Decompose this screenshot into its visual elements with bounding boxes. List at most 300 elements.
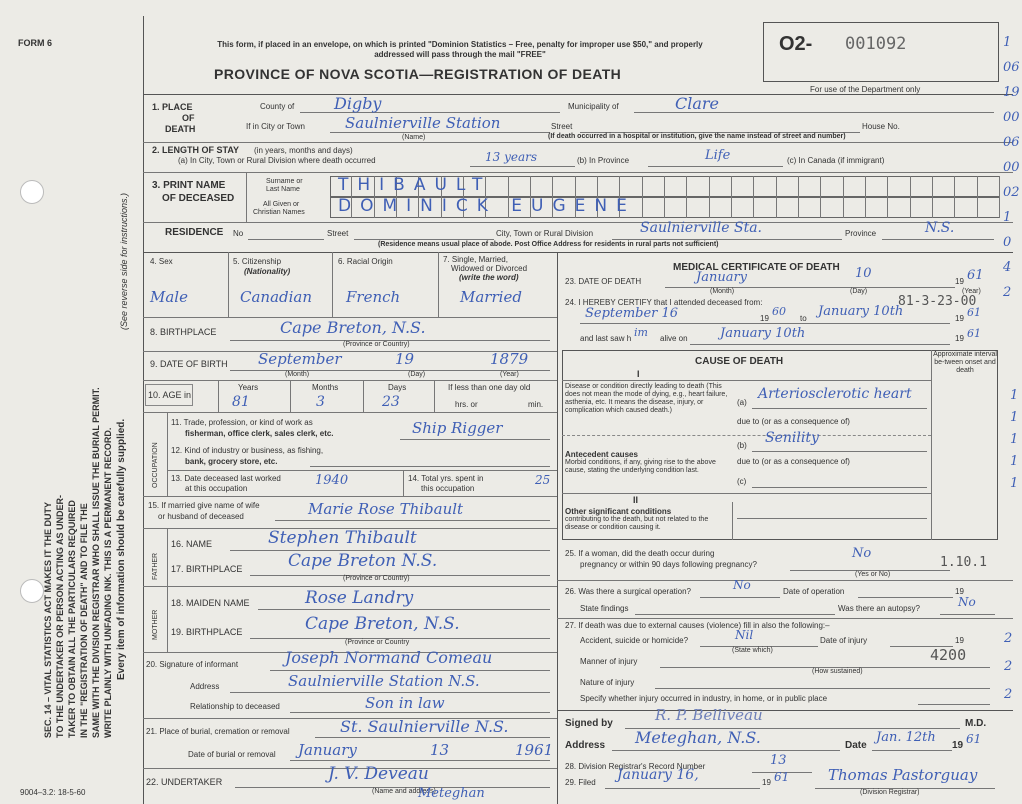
burial-place-value: St. Saulnierville N.S. xyxy=(340,717,509,736)
divider xyxy=(218,380,219,412)
dod-label: 23. DATE OF DEATH xyxy=(565,277,642,286)
divider xyxy=(290,380,291,412)
hospital-hint: (If death occurred in a hospital or institution, give the name instead of street and number) xyxy=(548,133,846,140)
stay-label: 2. LENGTH OF STAY xyxy=(152,145,240,155)
q28-value: 13 xyxy=(770,753,787,768)
letter-cell xyxy=(687,176,709,218)
margin-mid-code: 1 xyxy=(1010,388,1019,403)
age-days: 23 xyxy=(382,394,400,410)
registration-prefix: O2- xyxy=(779,33,813,55)
total-label-2: this occupation xyxy=(421,484,475,493)
divider xyxy=(732,502,733,540)
stay-b-label: (b) In Province xyxy=(577,156,630,165)
divider xyxy=(143,496,557,497)
department-use-note: For use of the Department only xyxy=(810,85,921,94)
margin-code: 1 xyxy=(1003,35,1012,50)
months-label: Months xyxy=(312,383,339,392)
margin-code: 0 xyxy=(1003,235,1012,250)
form-number: FORM 6 xyxy=(18,38,53,48)
divider xyxy=(246,172,247,222)
nature-line xyxy=(655,688,990,689)
given-value: DOMINICK EUGENE xyxy=(338,196,636,216)
divider xyxy=(143,172,1013,173)
sex-label: 4. Sex xyxy=(150,257,173,266)
undertaker-value: J. V. Deveau xyxy=(328,764,429,784)
surname-label-1: Surname or xyxy=(266,178,303,185)
stay-c-label: (c) In Canada (if immigrant) xyxy=(787,156,885,165)
trade-value: Ship Rigger xyxy=(412,419,503,437)
last-saw-date: January 10th xyxy=(720,326,806,341)
citizenship-label: 5. Citizenship xyxy=(233,257,282,266)
state-which-hint: (State which) xyxy=(732,647,773,654)
total-value: 25 xyxy=(535,473,551,487)
act-text-line-3: TAKER TO OBTAIN ALL THE PARTICULARS REQUIRED xyxy=(67,500,77,738)
marital-label-1: 7. Single, Married, xyxy=(443,255,508,264)
divider xyxy=(557,580,1013,581)
margin-code: 06 xyxy=(1003,60,1020,75)
letter-cell xyxy=(866,176,888,218)
divider xyxy=(434,380,435,412)
county-label: County of xyxy=(260,102,295,111)
dob-year: 1879 xyxy=(490,350,529,368)
last-worked-value: 1940 xyxy=(315,473,349,488)
letter-cell xyxy=(955,176,977,218)
burial-date-month: January xyxy=(298,741,357,759)
dod-line xyxy=(665,287,955,288)
mother-birthplace-value: Cape Breton, N.S. xyxy=(305,614,460,634)
name-hint: (Name) xyxy=(402,134,426,141)
margin-mid-code: 1 xyxy=(1010,410,1019,425)
dod-day: 10 xyxy=(855,266,872,281)
divider xyxy=(143,252,1013,253)
registrar-value: Thomas Pastorguay xyxy=(828,766,978,784)
certify-from-year: 60 xyxy=(772,305,786,318)
years-label: Years xyxy=(238,383,259,392)
column-divider xyxy=(557,252,558,804)
divider xyxy=(143,380,557,381)
father-birthplace-value: Cape Breton N.S. xyxy=(288,551,438,571)
father-birthplace-label: 17. BIRTHPLACE xyxy=(171,564,243,574)
divider xyxy=(557,710,1013,711)
divider xyxy=(167,528,168,586)
divider xyxy=(332,252,333,317)
cause-b-line xyxy=(752,451,927,452)
autopsy-label: Was there an autopsy? xyxy=(838,604,920,613)
letter-cell xyxy=(821,176,843,218)
cause-c-prefix: (c) xyxy=(737,477,747,486)
address-value: Meteghan, N.S. xyxy=(635,728,761,747)
interval-header: Approximate interval be-tween onset and death xyxy=(933,351,997,374)
margin-low-code: 2 xyxy=(1004,659,1013,674)
age-years: 81 xyxy=(232,394,250,410)
total-label-1: 14. Total yrs. spent in xyxy=(408,474,484,483)
undertaker-label: 22. UNDERTAKER xyxy=(146,777,223,787)
divider xyxy=(167,586,168,652)
residence-street-label: Street xyxy=(327,229,349,238)
last-saw-mid: im xyxy=(634,326,648,339)
other-label: Other significant conditions xyxy=(565,507,672,516)
county-value: Digby xyxy=(334,94,382,113)
letter-cell xyxy=(911,176,933,218)
trade-label-2: fisherman, office clerk, sales clerk, etc. xyxy=(185,429,334,438)
dod-month: January xyxy=(696,270,748,285)
margin-mid-code: 1 xyxy=(1010,476,1019,491)
trade-line xyxy=(400,439,550,440)
q25-label-1: 25. If a woman, did the death occur during xyxy=(565,549,715,558)
dob-year-hint: (Year) xyxy=(500,371,519,378)
margin-code: 1 xyxy=(1003,210,1012,225)
cause-header: CAUSE OF DEATH xyxy=(695,356,784,367)
age-label: 10. AGE in xyxy=(148,390,192,400)
letter-cell xyxy=(754,176,776,218)
pencil-age-code: 81-3-23-00 xyxy=(898,294,977,309)
stay-b-line xyxy=(648,166,783,167)
mailing-notice: This form, if placed in an envelope, on which is printed "Dominion Statistics – Free, penalty for improper use $50," and properly addressed will pass through the mail "FREE" xyxy=(217,40,703,59)
interval-divider xyxy=(931,350,932,540)
accident-label: Accident, suicide or homicide? xyxy=(580,636,689,645)
residence-province-line xyxy=(882,239,994,240)
burial-date-label: Date of burial or removal xyxy=(188,750,276,759)
informant-address-label: Address xyxy=(190,682,220,691)
divider xyxy=(143,222,1013,223)
stay-hint: (in years, months and days) xyxy=(254,146,353,155)
q26-line xyxy=(700,597,780,598)
autopsy-value: No xyxy=(958,595,976,609)
divider xyxy=(228,252,229,317)
specify-line xyxy=(918,704,990,705)
city-line xyxy=(330,132,550,133)
nature-label: Nature of injury xyxy=(580,678,635,687)
medical-header: MEDICAL CERTIFICATE OF DEATH xyxy=(673,262,840,273)
date-label: Date xyxy=(845,740,867,751)
spouse-line xyxy=(275,520,550,521)
surname-label-2: Last Name xyxy=(266,186,300,193)
dob-label: 9. DATE OF BIRTH xyxy=(150,359,228,369)
act-text-line-1: SEC. 14 – VITAL STATISTICS ACT MAKES IT THE DUTY xyxy=(43,501,53,738)
letter-cell xyxy=(777,176,799,218)
cause-b-prefix: (b) xyxy=(737,441,747,450)
place-label-3: DEATH xyxy=(165,124,196,134)
antecedent-label: Antecedent causes xyxy=(565,450,638,459)
marital-value: Married xyxy=(460,288,522,306)
divider xyxy=(167,470,557,471)
alive-label: alive on xyxy=(660,334,688,343)
act-text-line-6: WRITE PLAINLY WITH UNFADING INK. THIS IS A PERMANENT RECORD. xyxy=(103,427,113,738)
racial-value: French xyxy=(346,288,401,306)
punch-hole-bottom xyxy=(20,579,44,603)
margin-mid-codes xyxy=(1010,385,1022,495)
father-name-value: Stephen Thibault xyxy=(268,528,417,548)
autopsy-line xyxy=(940,614,995,615)
registration-number: 001092 xyxy=(845,34,907,54)
industry-label-2: bank, grocery store, etc. xyxy=(185,457,278,466)
last-saw-label: and last saw h xyxy=(580,334,632,343)
findings-label: State findings xyxy=(580,604,629,613)
how-hint: (How sustained) xyxy=(812,668,863,675)
days-label: Days xyxy=(388,383,407,392)
residence-city-line xyxy=(612,239,842,240)
op-date-line xyxy=(858,597,953,598)
relationship-value: Son in law xyxy=(365,694,445,712)
citizenship-hint: (Nationality) xyxy=(244,267,291,276)
md-label: M.D. xyxy=(965,718,987,729)
q26-value: No xyxy=(733,578,751,592)
certify-from-prefix: 19 xyxy=(760,314,769,323)
last-saw-prefix: 19 xyxy=(955,334,964,343)
letter-cell xyxy=(665,176,687,218)
residence-province-value: N.S. xyxy=(925,220,955,236)
spouse-value: Marie Rose Thibault xyxy=(308,500,464,518)
spouse-label-1: 15. If married give name of wife xyxy=(148,501,260,510)
relationship-line xyxy=(290,712,550,713)
father-side-label: FATHER xyxy=(152,552,159,580)
q27-label: 27. If death was due to external causes (violence) fill in also the following:– xyxy=(565,621,830,630)
divider xyxy=(143,142,1013,143)
place-label-1: 1. PLACE xyxy=(152,102,193,112)
residence-no-line xyxy=(248,239,324,240)
certify-from: September 16 xyxy=(585,306,679,321)
margin-mid-code: 1 xyxy=(1010,432,1019,447)
given-label-1: All Given or xyxy=(263,201,300,208)
certify-line xyxy=(580,323,950,324)
certify-to-year: 61 xyxy=(967,306,981,319)
signed-by-label: Signed by xyxy=(565,718,613,729)
q29-line xyxy=(605,788,760,789)
mother-side-label: MOTHER xyxy=(152,609,159,640)
q25-label-2: pregnancy or within 90 days following pregnancy? xyxy=(580,560,757,569)
last-worked-label-1: 13. Date deceased last worked xyxy=(171,474,281,483)
last-worked-label-2: at this occupation xyxy=(185,484,248,493)
municipality-label: Municipality of xyxy=(568,102,619,111)
date-year: 61 xyxy=(966,732,982,746)
divider xyxy=(167,412,168,496)
act-text-line-4: IN THE "REGISTRATION OF DEATH" AND TO FILE THE xyxy=(79,503,89,738)
injury-date-prefix: 19 xyxy=(955,636,964,645)
reverse-note: (See reverse side for instructions.) xyxy=(119,192,129,330)
margin-code: 19 xyxy=(1003,85,1020,100)
margin-code: 00 xyxy=(1003,110,1020,125)
act-text-line-2: TO THE UNDERTAKER OR PERSON ACTING AS UNDER- xyxy=(55,494,65,738)
marital-label-2: Widowed or Divorced xyxy=(451,264,528,273)
dod-year: 61 xyxy=(967,268,984,283)
dob-month-hint: (Month) xyxy=(285,371,310,378)
stay-a-line xyxy=(470,166,575,167)
dob-month: September xyxy=(258,350,342,368)
last-saw-line xyxy=(690,344,950,345)
op-date-prefix: 19 xyxy=(955,587,964,596)
margin-codes xyxy=(1003,30,1021,305)
mother-birthplace-hint: (Province or Country xyxy=(345,639,410,646)
age-months: 3 xyxy=(316,394,325,410)
date-value: Jan. 12th xyxy=(876,730,936,745)
divider xyxy=(562,380,931,381)
roman-one: I xyxy=(637,369,640,379)
disease-label: Disease or condition directly leading to death (This does not mean the mode of dying, e.g., heart failure, asthenia, etc. It means the disease, injury, or complication which caused death.) xyxy=(565,383,728,414)
undertaker-hint: (Name and address) xyxy=(372,788,436,795)
stay-b-value: Life xyxy=(705,148,731,163)
mother-maiden-value: Rose Landry xyxy=(305,588,414,608)
date-year-prefix: 19 xyxy=(952,740,964,751)
antecedent-hint: Morbid conditions, if any, giving rise to the above cause, stating the underlying condition last. xyxy=(565,459,716,474)
informant-address-line xyxy=(230,692,550,693)
stay-a-label: (a) In City, Town or Rural Division where death occurred xyxy=(178,156,376,165)
mother-maiden-line xyxy=(258,609,550,610)
divider xyxy=(562,493,931,494)
spouse-label-2: or husband of deceased xyxy=(158,512,244,521)
op-date-label: Date of operation xyxy=(783,587,845,596)
municipality-value: Clare xyxy=(675,94,720,113)
divider xyxy=(403,470,404,496)
divider xyxy=(143,586,557,587)
city-label: If in City or Town xyxy=(246,122,305,131)
roman-two: II xyxy=(633,495,639,505)
residence-province-label: Province xyxy=(845,229,877,238)
racial-label: 6. Racial Origin xyxy=(338,257,393,266)
divider xyxy=(557,618,1013,619)
letter-cell xyxy=(799,176,821,218)
letter-cell xyxy=(978,176,1000,218)
dod-month-hint: (Month) xyxy=(710,288,735,295)
informant-label: 20. Signature of informant xyxy=(146,660,239,669)
margin-mid-code: 1 xyxy=(1010,454,1019,469)
pencil-injury-code: 4200 xyxy=(930,646,967,664)
dob-day-hint: (Day) xyxy=(408,371,426,378)
residence-city-label: City, Town or Rural Division xyxy=(496,229,594,238)
specify-label: Specify whether injury occurred in industry, in home, or in public place xyxy=(580,694,828,703)
letter-cell xyxy=(933,176,955,218)
cause-a-value: Arteriosclerotic heart xyxy=(758,386,912,402)
divider xyxy=(363,380,364,412)
burial-place-line xyxy=(315,737,550,738)
margin-low-code: 2 xyxy=(1004,631,1013,646)
punch-hole-top xyxy=(20,180,44,204)
manner-label: Manner of injury xyxy=(580,657,638,666)
form-title: PROVINCE OF NOVA SCOTIA—REGISTRATION OF DEATH xyxy=(214,66,622,82)
industry-line xyxy=(310,466,550,467)
father-birthplace-hint: (Province or Country) xyxy=(343,575,410,582)
relationship-label: Relationship to deceased xyxy=(190,702,280,711)
place-label-2: OF xyxy=(182,113,195,123)
occupation-side-label: OCCUPATION xyxy=(152,442,159,488)
due-to-b: due to (or as a consequence of) xyxy=(737,457,850,466)
dob-day: 19 xyxy=(395,350,415,368)
footer-code: 9004–3.2: 18-5-60 xyxy=(20,788,86,797)
certify-label: 24. I HEREBY CERTIFY that I attended deceased from: xyxy=(565,298,763,307)
father-name-label: 16. NAME xyxy=(171,539,213,549)
findings-line xyxy=(635,614,835,615)
divider xyxy=(562,435,931,436)
accident-value: Nil xyxy=(735,628,754,642)
address-label: Address xyxy=(565,740,606,751)
registrar-hint: (Division Registrar) xyxy=(860,789,920,796)
q25-value: No xyxy=(852,546,872,561)
yes-no-hint: (Yes or No) xyxy=(855,571,891,578)
house-label: House No. xyxy=(862,122,900,131)
letter-cell xyxy=(732,176,754,218)
marital-label-3: (write the word) xyxy=(459,273,519,282)
informant-line xyxy=(270,670,550,671)
given-label-2: Christian Names xyxy=(253,209,305,216)
burial-date-line xyxy=(290,760,550,761)
q29-value: January 16, xyxy=(617,767,699,783)
residence-street-line xyxy=(354,239,494,240)
margin-code: 2 xyxy=(1003,285,1012,300)
dod-year-prefix: 19 xyxy=(955,277,964,286)
surname-value: THIBAULT xyxy=(338,175,492,195)
signed-by-value: R. P. Belliveau xyxy=(655,706,763,724)
burial-date-day: 13 xyxy=(430,741,450,759)
certify-to-prefix: 19 xyxy=(955,314,964,323)
birthplace-hint: (Province or Country) xyxy=(343,341,410,348)
cause-c-line xyxy=(752,487,927,488)
other-hint: contributing to the death, but not related to the disease or condition causing it. xyxy=(565,516,709,531)
burial-date-year: 1961 xyxy=(515,741,554,759)
margin-low-codes xyxy=(1004,625,1018,709)
margin-low-code: 2 xyxy=(1004,687,1013,702)
q29-year: 61 xyxy=(774,770,790,784)
residence-city-value: Saulnierville Sta. xyxy=(640,220,762,236)
last-saw-year: 61 xyxy=(967,327,981,340)
min-label: min. xyxy=(528,400,544,409)
stay-a-value: 13 years xyxy=(485,150,538,164)
q29-label: 29. Filed xyxy=(565,778,596,787)
hrs-label: hrs. or xyxy=(455,400,478,409)
due-to-a: due to (or as a consequence of) xyxy=(737,417,850,426)
undertaker-town: Meteghan xyxy=(418,786,485,801)
burial-place-label: 21. Place of burial, cremation or removal xyxy=(146,727,290,736)
certify-to-label: to xyxy=(800,314,807,323)
act-text-line-5: SAME WITH THE DIVISION REGISTRAR WHO SHALL ISSUE THE BURIAL PERMIT. xyxy=(91,387,101,738)
informant-value: Joseph Normand Comeau xyxy=(285,648,493,667)
letter-cell xyxy=(844,176,866,218)
supply-note: Every item of information should be carefully supplied. xyxy=(116,418,127,680)
birthplace-value: Cape Breton, N.S. xyxy=(280,318,426,337)
divider xyxy=(143,412,557,413)
q28-label: 28. Division Registrar's Record Number xyxy=(565,762,706,771)
letter-cell xyxy=(888,176,910,218)
date-line xyxy=(872,750,952,751)
industry-label-1: 12. Kind of industry or business, as fishing, xyxy=(171,446,324,455)
citizenship-value: Canadian xyxy=(240,288,313,306)
cause-b-value: Senility xyxy=(765,430,819,446)
residence-no-label: No xyxy=(233,229,244,238)
cause-a-line xyxy=(752,408,927,409)
margin-code: 02 xyxy=(1003,185,1020,200)
city-value: Saulnierville Station xyxy=(345,114,501,132)
certify-to: January 10th xyxy=(818,304,904,319)
residence-label: RESIDENCE xyxy=(165,227,224,238)
dod-year-hint: (Year) xyxy=(962,288,981,295)
less-day-label: If less than one day old xyxy=(448,383,531,392)
injury-date-label: Date of injury xyxy=(820,636,868,645)
divider xyxy=(438,252,439,317)
pencil-code-mid: 1.10.1 xyxy=(940,555,987,570)
other-line xyxy=(737,518,927,519)
trade-label-1: 11. Trade, profession, or kind of work as xyxy=(171,418,313,427)
age-label-box xyxy=(145,384,193,406)
address-line xyxy=(612,750,840,751)
dod-day-hint: (Day) xyxy=(850,288,868,295)
divider xyxy=(143,94,1013,95)
cause-a-prefix: (a) xyxy=(737,398,747,407)
margin-code: 00 xyxy=(1003,160,1020,175)
margin-code: 4 xyxy=(1003,260,1012,275)
sex-value: Male xyxy=(150,288,188,306)
letter-cell xyxy=(643,176,665,218)
street-label: Street xyxy=(551,122,573,131)
print-name-label-2: OF DECEASED xyxy=(162,193,235,204)
informant-address-value: Saulnierville Station N.S. xyxy=(288,672,480,690)
